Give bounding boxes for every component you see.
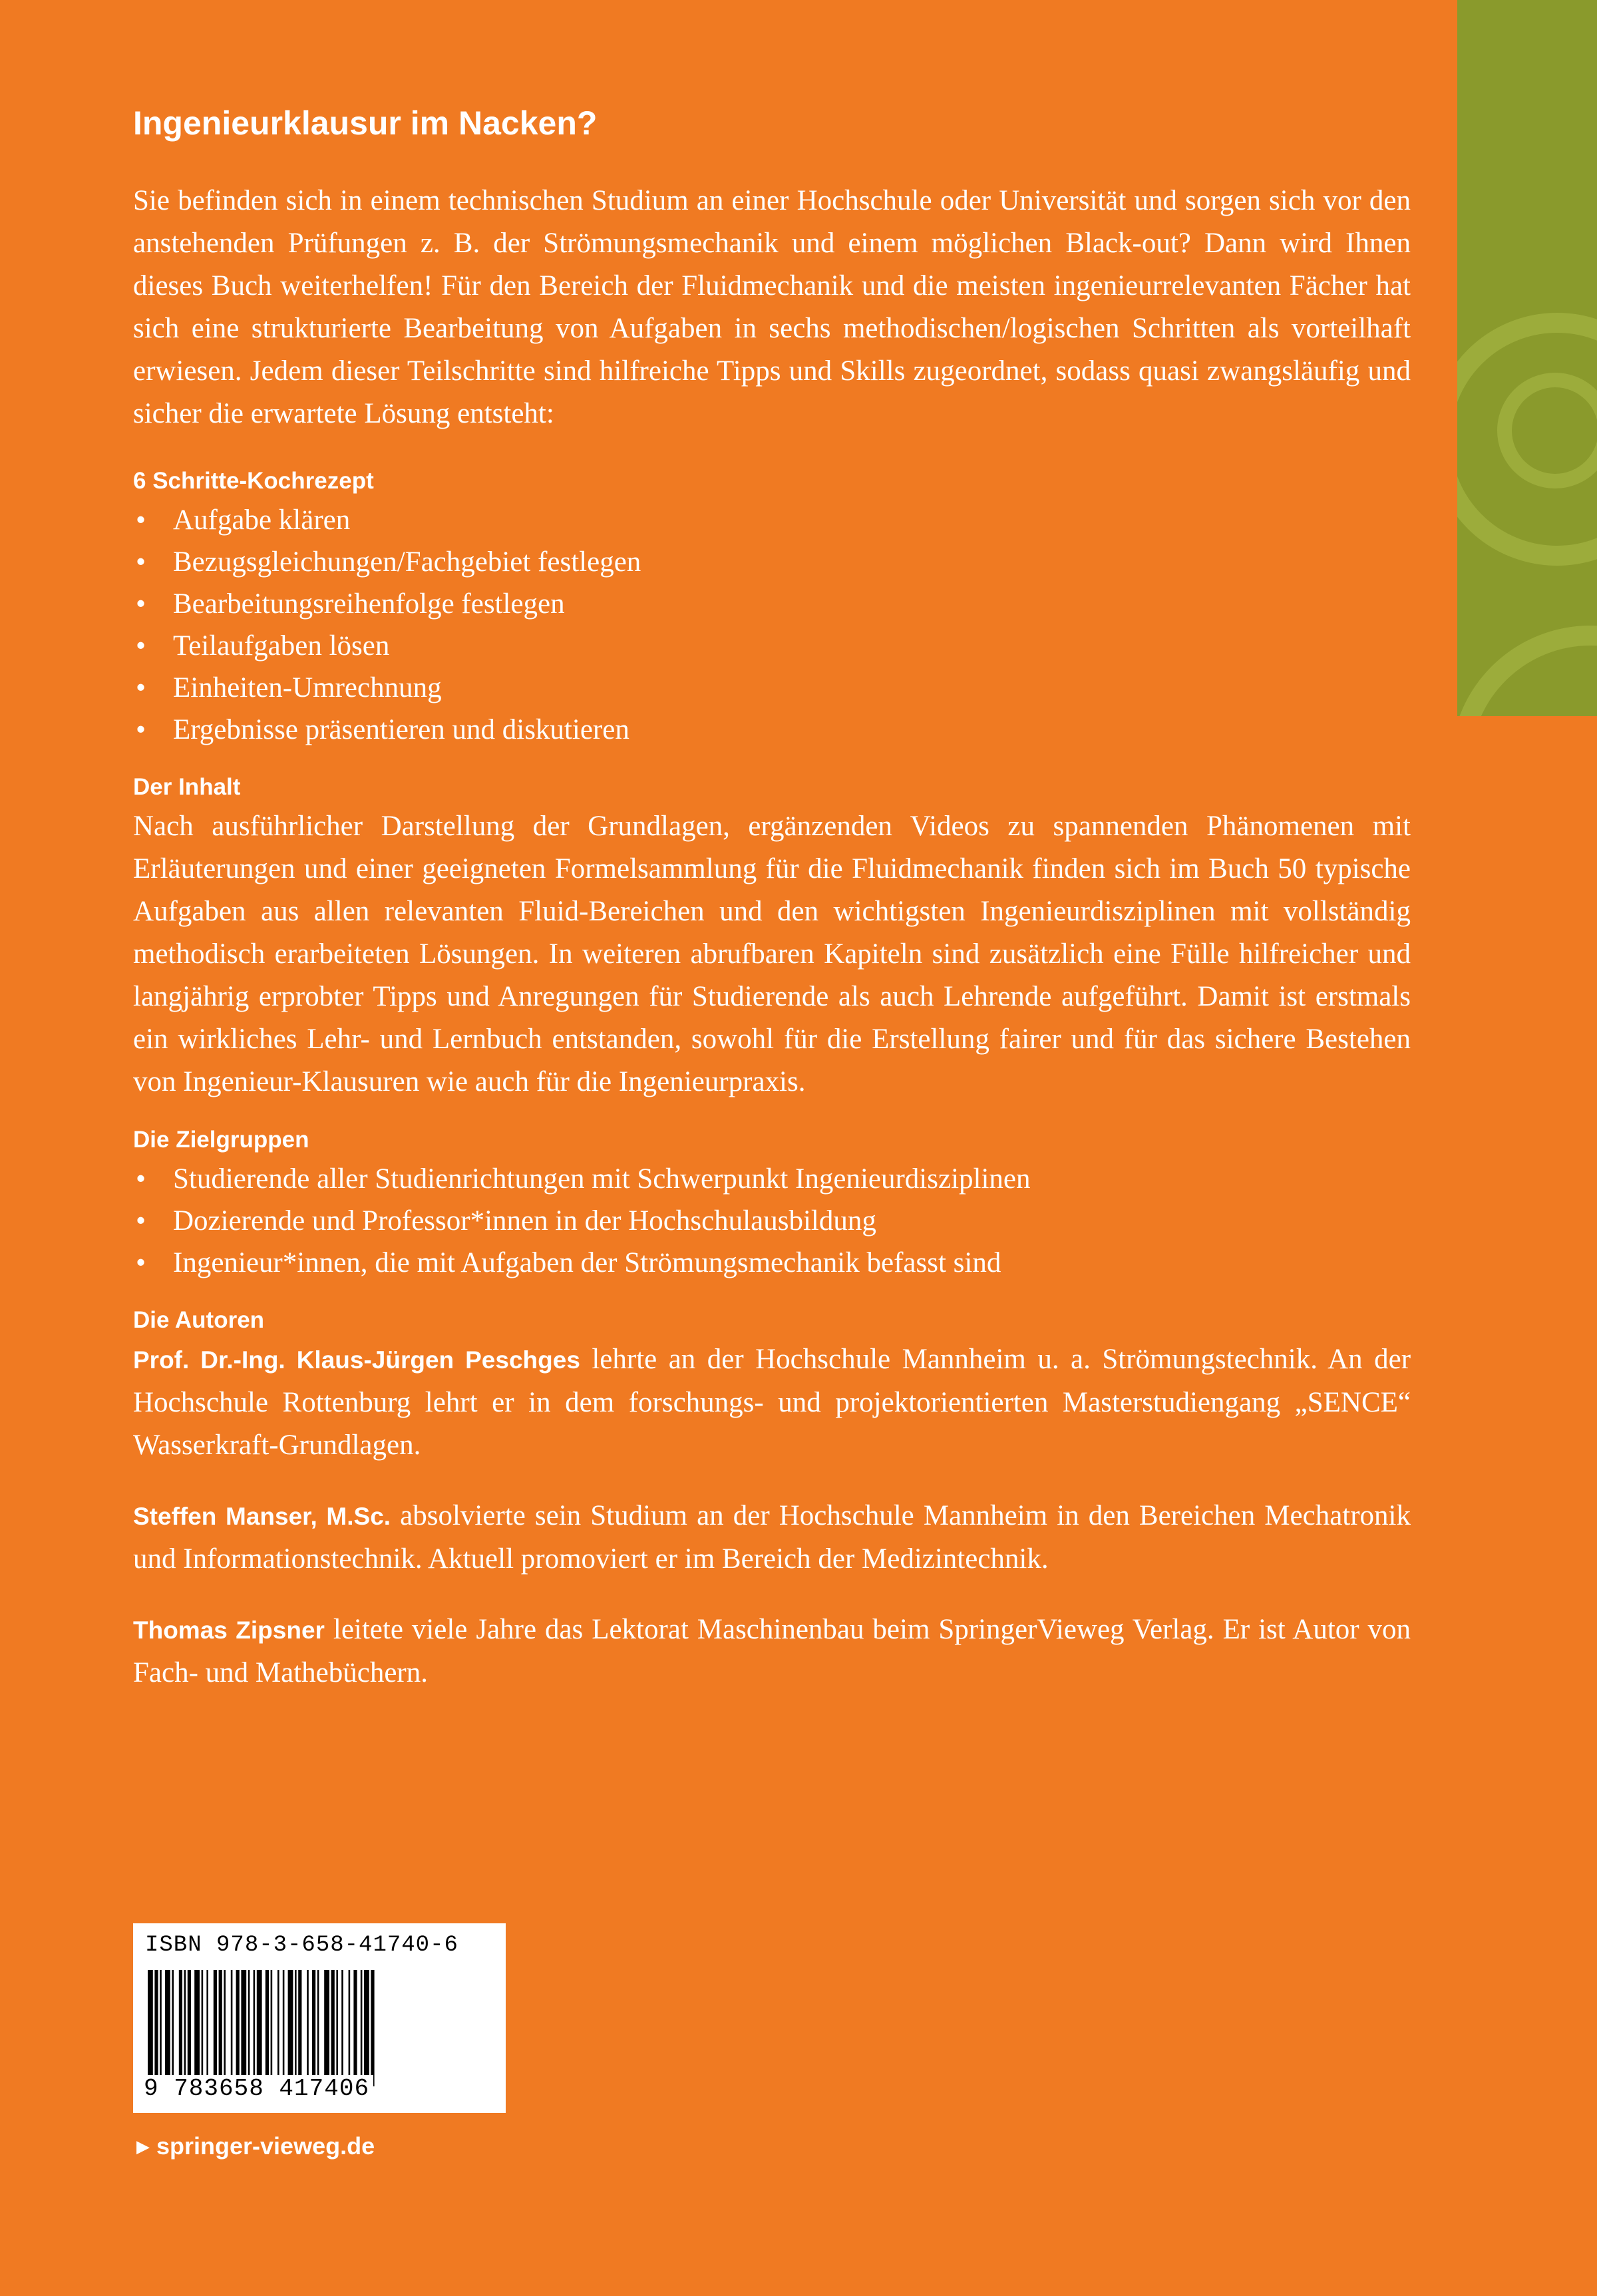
isbn-label: ISBN 978-3-658-41740-6 — [145, 1933, 458, 1958]
content-paragraph: Nach ausführlicher Darstellung der Grundlagen, ergänzenden Videos zu spannenden Phänomenen mit Erläuterungen und einer geeigneten Formelsammlung für die Fluidmechanik finden sich im Buch 50 typische Aufgaben aus allen relevanten Fluid-Bereichen und den wichtigsten Ingenieurdisziplinen mit vollständig methodisch erarbeiteten Lösungen. In weiteren abrufbaren Kapiteln sind zusätzlich eine Fülle hilfreicher und langjährig erprobter Tipps und Anregungen für Studierende als auch Lehrende aufgeführt. Damit ist erstmals ein wirkliches Lehr- und Lernbuch entstanden, sowohl für die Erstellung fairer und für das sichere Bestehen von Ingenieur-Klausuren wie auch für die Ingenieurpraxis. — [133, 811, 1411, 1097]
list-item: • Bezugsgleichungen/Fachgebiet festlegen — [136, 546, 641, 578]
website-link[interactable] — [136, 2130, 375, 2163]
content-heading: Der Inhalt — [133, 774, 241, 800]
list-item: • Ingenieur*innen, die mit Aufgaben der Strömungsmechanik befasst sind — [136, 1247, 1001, 1278]
intro-paragraph: Sie befinden sich in einem technischen Studium an einer Hochschule oder Universität und sorgen sich vor den anstehenden Prüfungen z. B. der Strömungsmechanik und einem möglichen Black-out? Dann wird Ihnen dieses Buch weiterhelfen! Für den Bereich der Fluidmechanik und die meisten ingenieurrelevanten Fächer hat sich eine strukturierte Bearbeitung von Aufgaben in sechs methodischen/logischen Schritten als vorteilhaft erwiesen. Jedem dieser Teilschritte sind hilfreiche Tipps und Skills zugeordnet, sodass quasi zwangsläufig und sicher die erwartete Lösung entsteht: — [133, 185, 1411, 429]
barcode-icon — [145, 1970, 494, 2090]
author-name: Thomas Zipsner — [133, 1617, 325, 1644]
author-bio: Steffen Manser, M.Sc. absolvierte sein Studium an der Hochschule Mannheim in den Bereichen Mechatronik und Informationstechnik. Aktuell promoviert er im Bereich der Medizintechnik. — [133, 1500, 1411, 1575]
list-item: • Ergebnisse präsentieren und diskutieren — [136, 714, 629, 745]
list-item: • Teilaufgaben lösen — [136, 630, 390, 662]
recipe-heading: 6 Schritte-Kochrezept — [133, 468, 374, 494]
arrow-right-icon: ▶ — [136, 2136, 150, 2156]
audience-list — [133, 1158, 1411, 1284]
website-label: springer-vieweg.de — [156, 2132, 375, 2160]
list-item: • Studierende aller Studienrichtungen mit Schwerpunkt Ingenieurdisziplinen — [136, 1163, 1031, 1195]
author-bio: Thomas Zipsner leitete viele Jahre das Lektorat Maschinenbau beim SpringerVieweg Verlag. Er ist Autor von Fach- und Mathebüchern. — [133, 1614, 1411, 1688]
list-item: • Dozierende und Professor*innen in der Hochschulausbildung — [136, 1205, 876, 1237]
list-item: • Bearbeitungsreihenfolge festlegen — [136, 588, 565, 620]
barcode-digits: 9 783658 417406 — [140, 2075, 373, 2102]
decorative-ring — [1457, 626, 1597, 716]
list-item: • Aufgabe klären — [136, 504, 351, 536]
recipe-list — [133, 499, 1411, 751]
author-name: Prof. Dr.-Ing. Klaus-Jürgen Peschges — [133, 1346, 580, 1374]
isbn-barcode — [133, 1923, 506, 2113]
decorative-green-strip — [1457, 0, 1597, 716]
audience-heading: Die Zielgruppen — [133, 1127, 309, 1153]
page-title: Ingenieurklausur im Nacken? — [133, 104, 598, 142]
author-name: Steffen Manser, M.Sc. — [133, 1503, 391, 1530]
authors-heading: Die Autoren — [133, 1307, 265, 1333]
author-bio: Prof. Dr.-Ing. Klaus-Jürgen Peschges lehrte an der Hochschule Mannheim u. a. Strömungstechnik. An der Hochschule Rottenburg lehrt er in dem forschungs- und projektorientierten Masterstudiengang „SENCE“ Wasserkraft-Grundlagen. — [133, 1344, 1411, 1461]
back-cover-content — [133, 100, 1411, 1694]
list-item: • Einheiten-Umrechnung — [136, 672, 442, 703]
